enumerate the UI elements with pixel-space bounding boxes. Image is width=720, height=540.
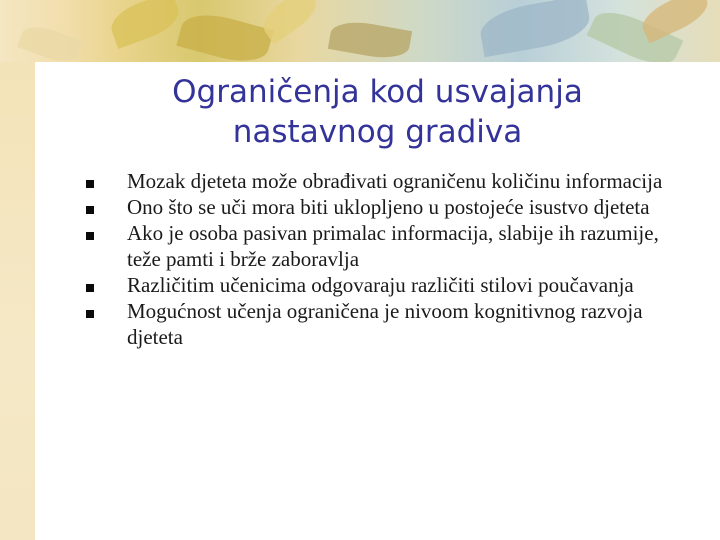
bullet-text: Ako je osoba pasivan primalac informacija, slabije ih razumije, teže pamti i brže zaboravlja bbox=[127, 221, 659, 271]
slide-title-line-2: nastavnog gradiva bbox=[232, 114, 523, 150]
leaf-icon bbox=[477, 0, 593, 57]
square-bullet-icon bbox=[86, 310, 94, 318]
square-bullet-icon bbox=[86, 284, 94, 292]
square-bullet-icon bbox=[86, 206, 94, 214]
bullet-text: Mozak djeteta može obrađivati ograničenu količinu informacija bbox=[127, 169, 663, 193]
leaf-icon bbox=[106, 0, 184, 49]
bullet-item bbox=[86, 272, 686, 298]
square-bullet-icon bbox=[86, 180, 94, 188]
bullet-item bbox=[86, 298, 686, 350]
leaf-icon bbox=[17, 21, 83, 62]
decorative-leaves-banner bbox=[0, 0, 720, 62]
leaf-icon bbox=[328, 17, 412, 62]
bullet-item bbox=[86, 168, 686, 194]
bullet-list bbox=[86, 168, 686, 350]
square-bullet-icon bbox=[86, 232, 94, 240]
slide-title bbox=[35, 72, 720, 152]
bullet-text: Mogućnost učenja ograničena je nivoom kognitivnog razvoja djeteta bbox=[127, 299, 643, 349]
slide-title-line-1: Ograničenja kod usvajanja bbox=[172, 74, 583, 110]
leaf-icon bbox=[176, 7, 273, 62]
left-decorative-strip bbox=[0, 62, 35, 540]
bullet-text: Ono što se uči mora biti uklopljeno u postojeće isustvo djeteta bbox=[127, 195, 650, 219]
bullet-item bbox=[86, 220, 686, 272]
bullet-item bbox=[86, 194, 686, 220]
bullet-text: Različitim učenicima odgovaraju različiti stilovi poučavanja bbox=[127, 273, 634, 297]
